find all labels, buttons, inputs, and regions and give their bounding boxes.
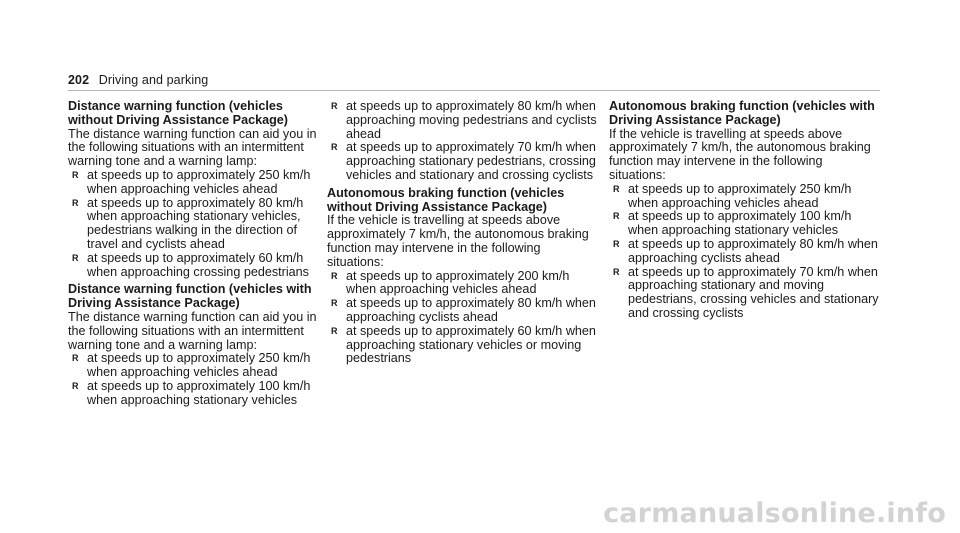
list-item-text: at speeds up to approximately 100 km/h when approaching stationary vehicles bbox=[87, 378, 311, 407]
bullet-list bbox=[327, 100, 597, 183]
list-item-text: at speeds up to approximately 70 km/h when approaching stationary pedestrians, crossing vehicles and stationary and crossing cyclists bbox=[346, 140, 596, 182]
list-item-text: at speeds up to approximately 70 km/h when approaching stationary and moving pedestrians, crossing vehicles and stationary and crossing cyclists bbox=[628, 264, 879, 320]
bullet-icon: R bbox=[72, 380, 79, 391]
list-item bbox=[327, 100, 597, 141]
page-number: 202 bbox=[68, 73, 90, 87]
section-heading: Distance warning function (vehicles without Driving Assistance Package) bbox=[68, 99, 288, 127]
bullet-icon: R bbox=[72, 252, 79, 263]
list-item-text: at speeds up to approximately 80 km/h when approaching cyclists ahead bbox=[346, 296, 596, 324]
section-intro: The distance warning function can aid you in the following situations with an intermittent warning tone and a warning lamp: bbox=[68, 309, 317, 352]
list-item bbox=[609, 183, 879, 211]
section-intro: If the vehicle is travelling at speeds above approximately 7 km/h, the autonomous braking function may intervene in the following situations: bbox=[609, 126, 871, 182]
list-item bbox=[68, 197, 325, 252]
list-item bbox=[68, 380, 325, 408]
bullet-icon: R bbox=[331, 142, 338, 153]
bullet-icon: R bbox=[613, 183, 620, 194]
section-intro: The distance warning function can aid you in the following situations with an intermittent warning tone and a warning lamp: bbox=[68, 126, 317, 169]
list-item-text: at speeds up to approximately 250 km/h when approaching vehicles ahead bbox=[87, 167, 311, 196]
page-header bbox=[68, 73, 208, 87]
column-2 bbox=[327, 100, 597, 366]
bullet-icon: R bbox=[613, 238, 620, 249]
list-item-text: at speeds up to approximately 60 km/h when approaching crossing pedestrians bbox=[87, 250, 309, 279]
column-1 bbox=[68, 100, 325, 408]
list-item-text: at speeds up to approximately 250 km/h when approaching vehicles ahead bbox=[87, 351, 311, 380]
bullet-list bbox=[327, 270, 597, 367]
list-item bbox=[609, 266, 879, 321]
list-item bbox=[327, 141, 597, 182]
bullet-icon: R bbox=[331, 270, 338, 281]
bullet-list bbox=[609, 183, 879, 321]
section-intro: If the vehicle is travelling at speeds above approximately 7 km/h, the autonomous braking function may intervene in the following situations: bbox=[327, 213, 589, 269]
section-heading: Autonomous braking function (vehicles with Driving Assistance Package) bbox=[609, 99, 875, 127]
bullet-list bbox=[68, 169, 325, 279]
section-heading: Distance warning function (vehicles with Driving Assistance Package) bbox=[68, 282, 312, 311]
list-item bbox=[68, 169, 325, 197]
bullet-icon: R bbox=[72, 169, 79, 180]
bullet-icon: R bbox=[72, 197, 79, 208]
list-item-text: at speeds up to approximately 80 km/h when approaching moving pedestrians and cyclists ahead bbox=[346, 99, 597, 141]
header-divider bbox=[68, 90, 880, 91]
bullet-icon: R bbox=[613, 211, 620, 222]
column-3 bbox=[609, 100, 879, 321]
list-item-text: at speeds up to approximately 80 km/h when approaching stationary vehicles, pedestrians walking in the direction of travel and cyclists ahead bbox=[87, 195, 304, 251]
section-title: Driving and parking bbox=[98, 73, 209, 87]
bullet-icon: R bbox=[331, 325, 338, 336]
list-item-text: at speeds up to approximately 250 km/h when approaching vehicles ahead bbox=[628, 181, 852, 210]
list-item-text: at speeds up to approximately 80 km/h when approaching cyclists ahead bbox=[628, 236, 878, 265]
bullet-list bbox=[68, 352, 325, 407]
section-heading: Autonomous braking function (vehicles without Driving Assistance Package) bbox=[327, 185, 565, 214]
bullet-icon: R bbox=[331, 298, 338, 309]
list-item bbox=[327, 325, 597, 366]
watermark-text: carmanualsonline.info bbox=[603, 498, 946, 529]
list-item bbox=[609, 210, 879, 238]
bullet-icon: R bbox=[72, 353, 79, 364]
bullet-icon: R bbox=[613, 266, 620, 277]
bullet-icon: R bbox=[331, 101, 338, 111]
list-item bbox=[68, 352, 325, 380]
list-item bbox=[327, 297, 597, 325]
list-item-text: at speeds up to approximately 60 km/h when approaching stationary vehicles or moving pedestrians bbox=[346, 323, 596, 366]
list-item bbox=[327, 270, 597, 298]
list-item bbox=[68, 252, 325, 280]
list-item-text: at speeds up to approximately 100 km/h when approaching stationary vehicles bbox=[628, 209, 852, 238]
list-item-text: at speeds up to approximately 200 km/h when approaching vehicles ahead bbox=[346, 268, 570, 297]
list-item bbox=[609, 238, 879, 266]
